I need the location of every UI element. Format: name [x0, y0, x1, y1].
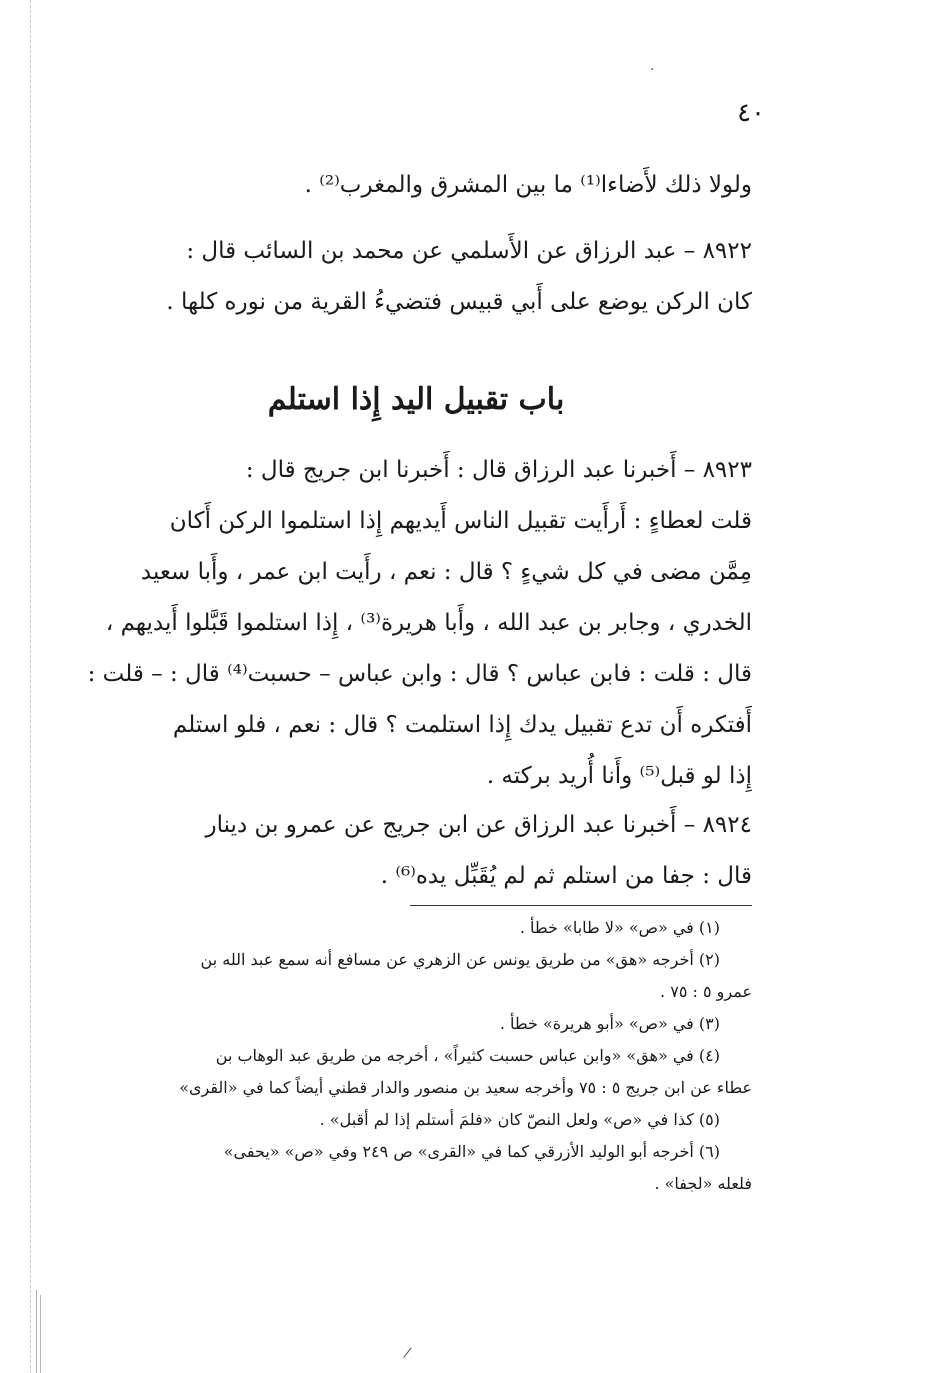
scan-gutter-line — [36, 1290, 37, 1373]
text-line: إِذا لو قبل⁽⁵⁾ وأَنا أُريد بركته . — [486, 763, 752, 789]
hadith-8923 — [80, 445, 752, 802]
footnote-3: (٣) في «ص» «أبو هريرة» خطأ . — [499, 1014, 720, 1033]
text-line: ٨٩٢٣ – أَخبرنا عبد الرزاق قال : أَخبرنا ابن جريج قال : — [245, 457, 752, 483]
page-number: ٤٠ — [737, 98, 765, 128]
footnote-6-continuation: فلعله «لجفا» . — [654, 1174, 752, 1193]
text-line: ولولا ذلك لأَضاءا⁽¹⁾ ما بين المشرق والمغرب⁽²⁾ . — [304, 172, 752, 198]
text-line: قال : جفا من استلم ثم لم يُقَبِّل يده⁽⁶⁾ . — [380, 863, 752, 889]
footnotes — [80, 912, 752, 1200]
text-line: ٨٩٢٢ – عبد الرزاق عن الأَسلمي عن محمد بن السائب قال : — [186, 238, 752, 264]
text-line: قال : قلت : فابن عباس ؟ قال : وابن عباس – حسبت⁽⁴⁾ قال : – قلت : — [87, 661, 752, 687]
text-line: قلت لعطاءٍ : أَرأَيت تقبيل الناس أَيديهم إِذا استلموا الركن أَكان — [169, 508, 752, 534]
footnote-2-continuation: عمرو ٥ : ٧٥ . — [660, 982, 752, 1001]
hadith-8922 — [80, 226, 752, 328]
scan-gutter-line — [40, 1295, 41, 1373]
footnote-2: (٢) أخرجه «هق» من طريق يونس عن الزهري عن مسافع أنه سمع عبد الله بن — [200, 950, 720, 969]
footnote-6: (٦) أخرجه أبو الوليد الأزرقي كما في «القرى» ص ٢٤٩ وفي «ص» «يحفى» — [223, 1142, 720, 1161]
text-line: الخدري ، وجابر بن عبد الله ، وأَبا هريرة⁽³⁾ ، إِذا استلموا قَبَّلوا أَيديهم ، — [105, 610, 752, 636]
scan-speck: / — [402, 1344, 413, 1362]
footnote-1: (١) في «ص» «لا طابا» خطأ . — [519, 918, 720, 937]
hadith-8924 — [80, 800, 752, 902]
footnote-4: (٤) في «هق» «وابن عباس حسبت كثيراً» ، أخرجه من طريق عبد الوهاب بن — [215, 1046, 720, 1065]
footnote-5: (٥) كذا في «ص» ولعل النصّ كان «فلمَ أستلم إذا لم أقبل» . — [319, 1110, 720, 1129]
text-line: كان الركن يوضع على أَبي قبيس فتضيءُ القرية من نوره كلها . — [166, 289, 752, 315]
chapter-title: باب تقبيل اليد إِذا استلم — [267, 382, 565, 417]
text-line: ٨٩٢٤ – أَخبرنا عبد الرزاق عن ابن جريج عن عمرو بن دينار — [205, 812, 752, 838]
footnote-divider — [410, 905, 752, 906]
footnote-4-continuation: عطاء عن ابن جريج ٥ : ٧٥ وأخرجه سعيد بن منصور والدار قطني أيضاً كما في «القرى» — [179, 1078, 752, 1097]
scan-gutter-line — [30, 0, 31, 1373]
text-line: مِمَّن مضى في كل شيءٍ ؟ قال : نعم ، رأَيت ابن عمر ، وأَبا سعيد — [140, 559, 752, 585]
scan-speck: · — [650, 62, 655, 78]
text-line: أَفتكره أَن تدع تقبيل يدك إِذا استلمت ؟ قال : نعم ، فلو استلم — [172, 712, 752, 738]
paragraph-continuation — [80, 160, 752, 211]
